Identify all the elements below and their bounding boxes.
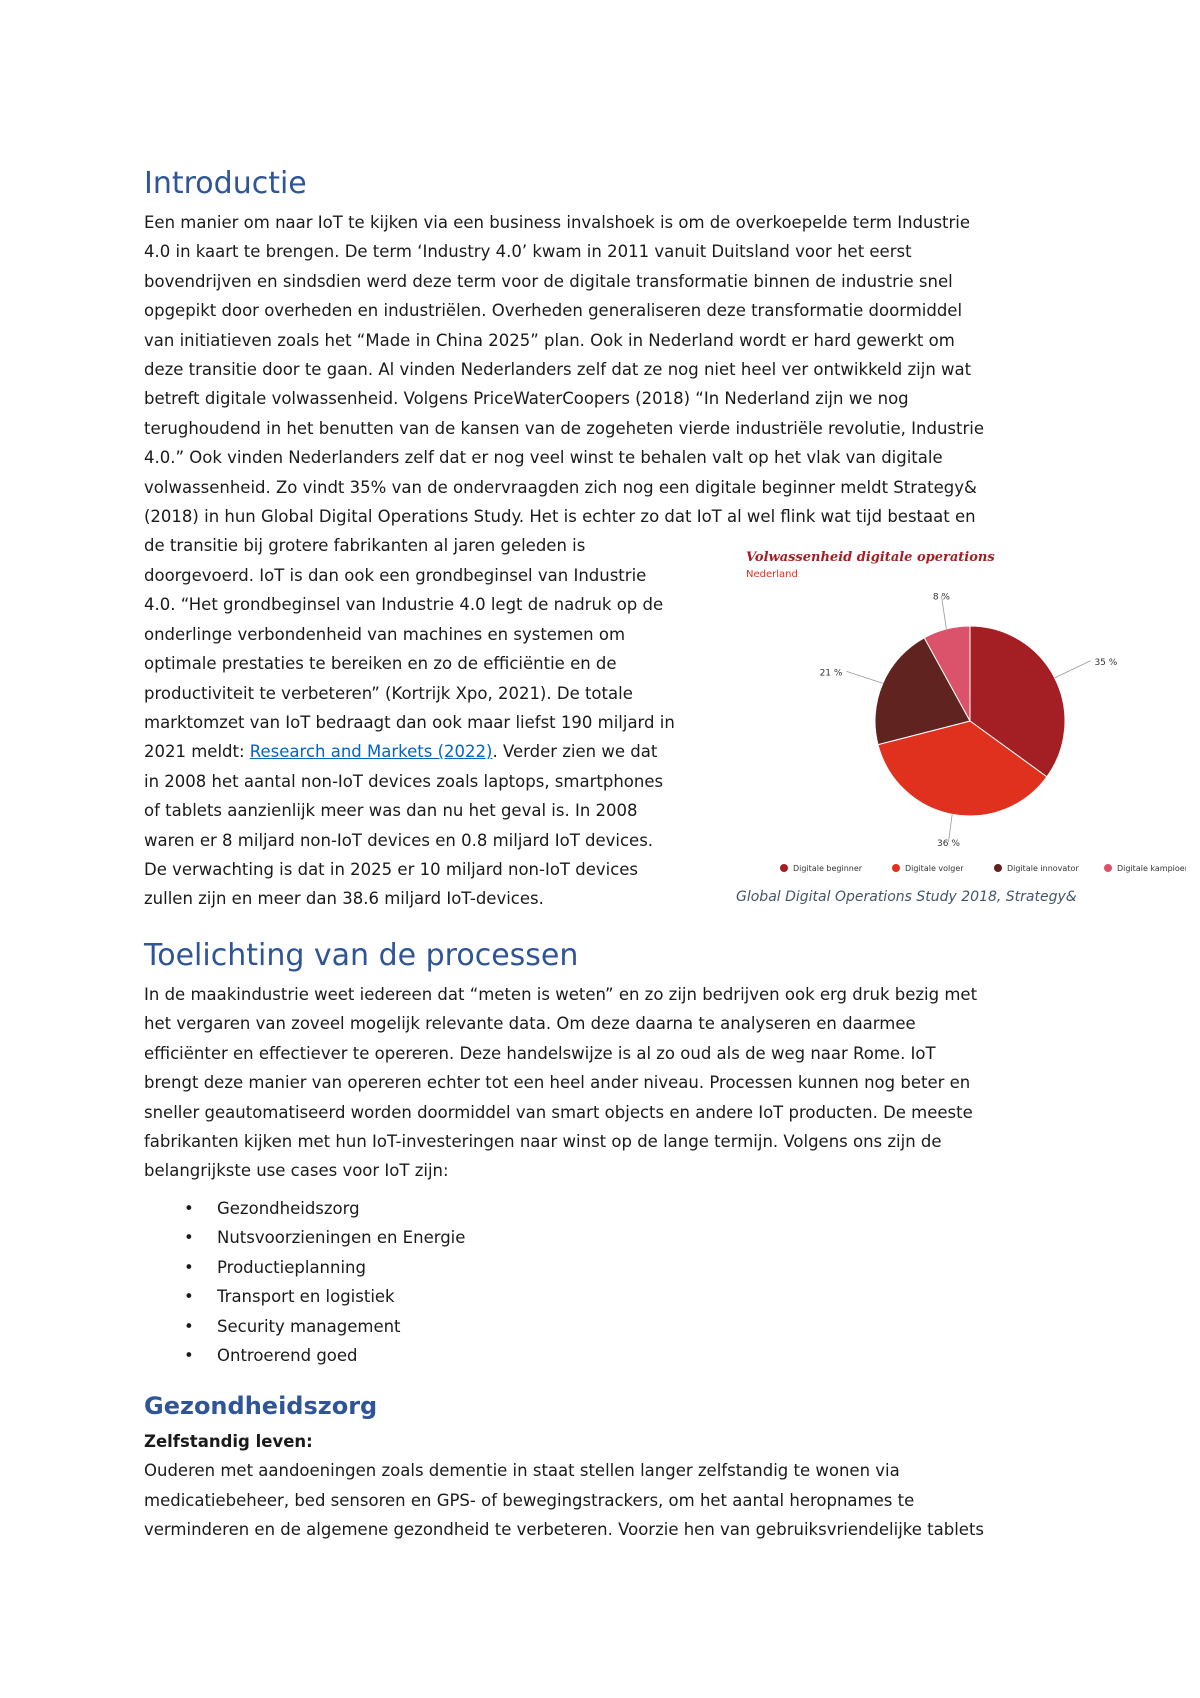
text-line: verminderen en de algemene gezondheid te verbeteren. Voorzie hen van gebruiksvriendelijke tablets [144, 1520, 985, 1540]
heading-toelichting: Toelichting van de processen [144, 938, 579, 973]
text-line: volwassenheid. Zo vindt 35% van de ondervraagden zich nog een digitale beginner meldt Strategy& [144, 477, 977, 497]
legend-label: Digitale beginner [793, 864, 863, 873]
heading-gezondheidszorg: Gezondheidszorg [144, 1392, 378, 1420]
text-line: belangrijkste use cases voor IoT zijn: [144, 1161, 449, 1181]
bullet-icon: • [184, 1287, 194, 1307]
text-line: marktomzet van IoT bedraagt dan ook maar liefst 190 miljard in [144, 712, 675, 732]
text-line: zullen zijn en meer dan 38.6 miljard IoT-devices. [144, 889, 544, 909]
list-item-label: Gezondheidszorg [217, 1199, 360, 1218]
list-item-label: Ontroerend goed [217, 1345, 358, 1365]
list-item [144, 1312, 465, 1341]
slice-data-label: 8 % [932, 592, 950, 603]
text-line: brengt deze manier van opereren echter tot een heel ander niveau. Processen kunnen nog beter en [144, 1073, 971, 1093]
text-line: opgepikt door overheden en industriëlen. Overheden generaliseren deze transformatie doormiddel [144, 301, 963, 321]
bullet-icon: • [184, 1199, 194, 1218]
chart-subtitle: Nederland [746, 569, 798, 580]
list-item-label: Productieplanning [217, 1257, 366, 1277]
text-line: onderlinge verbondenheid van machines en systemen om [144, 624, 626, 644]
list-item [144, 1253, 465, 1282]
list-item [144, 1194, 465, 1223]
list-item-label: Security management [217, 1316, 401, 1336]
text-line: of tablets aanzienlijk meer was dan nu het geval is. In 2008 [144, 801, 638, 821]
text-line: in 2008 het aantal non-IoT devices zoals laptops, smartphones [144, 771, 664, 791]
legend-swatch [1104, 864, 1112, 872]
text-line: sneller geautomatiseerd worden doormiddel van smart objects en andere IoT producten. De meeste [144, 1102, 973, 1122]
slice-leader-line [948, 814, 952, 842]
health-paragraph [144, 1427, 984, 1545]
legend-label: Digitale kampioen [1117, 864, 1186, 873]
text-line: Een manier om naar IoT te kijken via een business invalshoek is om de overkoepelde term Industrie [144, 213, 971, 232]
processes-paragraph [144, 980, 977, 1186]
list-item [144, 1223, 465, 1252]
legend-label: Digitale volger [905, 864, 964, 873]
text-fragment: 2021 meldt: [144, 742, 250, 762]
legend-swatch [994, 864, 1002, 872]
text-line: optimale prestaties te bereiken en zo de efficiëntie en de [144, 654, 617, 674]
text-line: de transitie bij grotere fabrikanten al jaren geleden is [144, 536, 586, 556]
text-line: De verwachting is dat in 2025 er 10 miljard non-IoT devices [144, 859, 639, 879]
research-and-markets-link[interactable]: Research and Markets (2022) [249, 742, 493, 762]
bullet-icon: • [184, 1228, 194, 1248]
subheading-zelfstandig-leven: Zelfstandig leven: [144, 1432, 313, 1451]
text-line: 4.0. “Het grondbeginsel van Industrie 4.0 legt de nadruk op de [144, 595, 664, 615]
chart-title: Volwassenheid digitale operations [746, 550, 995, 565]
text-line: betreft digitale volwassenheid. Volgens PriceWaterCoopers (2018) “In Nederland zijn we nog [144, 389, 909, 409]
text-line: doorgevoerd. IoT is dan ook een grondbeginsel van Industrie [144, 565, 647, 585]
text-line: 4.0.” Ook vinden Nederlanders zelf dat er nog veel winst te behalen valt op het vlak van digitale [144, 448, 943, 468]
legend-swatch [780, 864, 788, 872]
text-line: waren er 8 miljard non-IoT devices en 0.8 miljard IoT devices. [144, 830, 654, 850]
bullet-icon: • [184, 1345, 194, 1365]
slice-data-label: 35 % [1094, 657, 1118, 668]
legend-swatch [892, 864, 900, 872]
slice-leader-line [1055, 661, 1091, 678]
text-line: 4.0 in kaart te brengen. De term ‘Industry 4.0’ kwam in 2011 vanuit Duitsland voor het eerst [144, 242, 912, 262]
text-line: bovendrijven en sindsdien werd deze term voor de digitale transformatie binnen de industrie snel [144, 271, 953, 291]
text-line: medicatiebeheer, bed sensoren en GPS- of bewegingstrackers, om het aantal heropnames te [144, 1490, 915, 1510]
pie-chart-figure [736, 538, 1186, 886]
bullet-icon: • [184, 1257, 194, 1277]
text-line: fabrikanten kijken met hun IoT-investeringen naar winst op de lange termijn. Volgens ons zijn de [144, 1132, 942, 1152]
slice-data-label: 36 % [937, 838, 960, 849]
use-case-list [144, 1194, 465, 1370]
list-item [144, 1341, 465, 1370]
bullet-icon: • [184, 1316, 194, 1336]
list-item [144, 1282, 465, 1311]
legend-label: Digitale innovator [1007, 864, 1079, 873]
text-fragment: . Verder zien we dat [492, 742, 658, 762]
text-line: deze transitie door te gaan. Al vinden Nederlanders zelf dat ze nog niet heel ver ontwikkeld zijn wat [144, 360, 972, 380]
heading-introductie: Introductie [144, 166, 307, 201]
text-line: terughoudend in het benutten van de kansen van de zogeheten vierde industriële revolutie, Industrie [144, 418, 984, 438]
text-line: In de maakindustrie weet iedereen dat “meten is weten” en zo zijn bedrijven ook erg druk bezig met [144, 985, 978, 1004]
list-item-label: Transport en logistiek [217, 1287, 395, 1307]
text-line: het vergaren van zoveel mogelijk relevante data. Om deze daarna te analyseren en daarmee [144, 1014, 916, 1034]
figure-caption: Global Digital Operations Study 2018, Strategy& [736, 889, 1077, 905]
slice-data-label: 21 % [819, 668, 843, 679]
text-line: (2018) in hun Global Digital Operations Study. Het is echter zo dat IoT al wel flink wat tijd bestaat en [144, 507, 976, 527]
text-line: Ouderen met aandoeningen zoals dementie in staat stellen langer zelfstandig te wonen via [144, 1461, 900, 1481]
text-line: van initiatieven zoals het “Made in China 2025” plan. Ook in Nederland wordt er hard gewerkt om [144, 330, 955, 350]
list-item-label: Nutsvoorzieningen en Energie [217, 1228, 466, 1248]
text-line: efficiënter en effectiever te opereren. Deze handelswijze is al zo oud als de weg naar Rome. IoT [144, 1043, 936, 1063]
slice-leader-line [846, 671, 882, 683]
text-line: productiviteit te verbeteren” (Kortrijk Xpo, 2021). De totale [144, 683, 633, 703]
pie-chart [736, 538, 1186, 886]
